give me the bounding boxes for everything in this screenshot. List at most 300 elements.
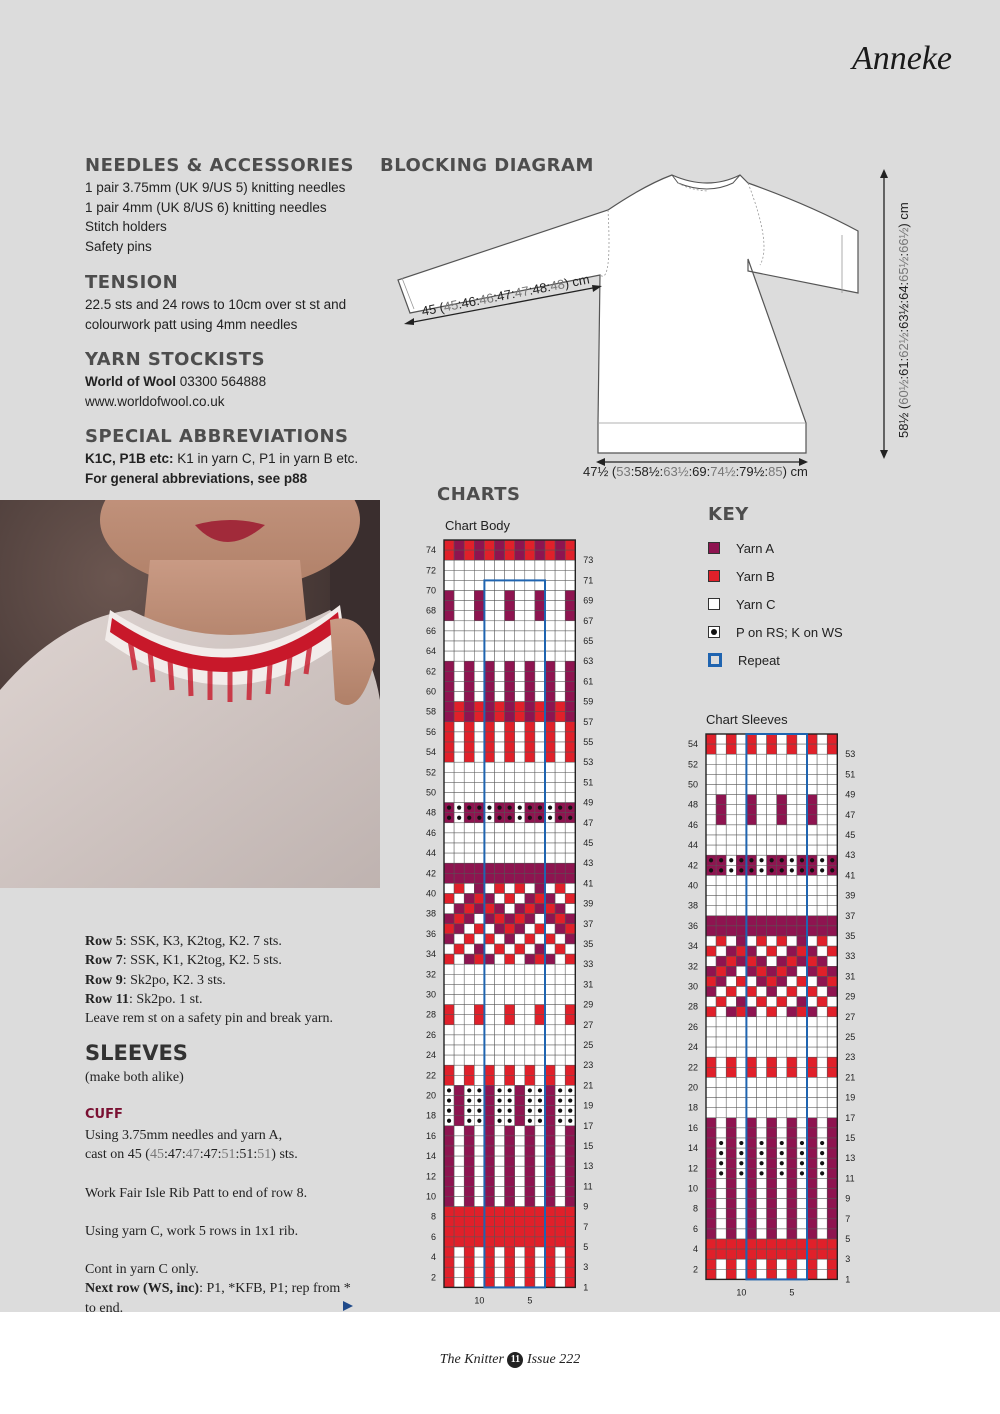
chart-cell [817,886,827,896]
chart-cell [484,1096,494,1106]
row-number-right: 37 [583,918,594,929]
chart-cell [545,934,555,944]
chart-cell [474,883,484,893]
chart-cell [505,863,515,873]
chart-cell [495,621,505,631]
chart-cell [797,1077,807,1087]
chart-cell [484,1035,494,1045]
stockist-url[interactable]: www.worldofwool.co.uk [85,393,225,409]
chart-cell [746,1128,756,1138]
purl-dot [759,1171,763,1175]
chart-cell [787,966,797,976]
chart-cell [827,1168,837,1178]
chart-cell [495,863,505,873]
chart-cell [515,1045,525,1055]
chart-cell [706,774,716,784]
chart-cell [515,732,525,742]
chart-cell [787,1128,797,1138]
chart-cell [515,1227,525,1237]
chart-cell [505,833,515,843]
chart-cell [787,1219,797,1229]
chart-cell [495,1197,505,1207]
chart-cell [515,570,525,580]
chart-cell [515,681,525,691]
chart-cell [565,1035,575,1045]
chart-cell [505,1156,515,1166]
chart-cell [757,1219,767,1229]
chart-cell [545,1005,555,1015]
chart-cell [565,914,575,924]
chart-cell [535,692,545,702]
chart-cell [817,1269,827,1279]
chart-cell [797,916,807,926]
chart-cell [555,560,565,570]
chart-cell [474,944,484,954]
chart-cell [515,631,525,641]
chart-cell [777,1259,787,1269]
chart-cell [736,734,746,744]
row-number-right: 35 [845,931,856,941]
chart-cell [787,1259,797,1269]
purl-dot [820,1151,824,1155]
chart-cell [474,1257,484,1267]
chart-cell [767,785,777,795]
chart-cell [787,835,797,845]
chart-cell [515,661,525,671]
chart-cell [726,987,736,997]
chart-cell [807,734,817,744]
purl-dot [759,1151,763,1155]
chart-cell [777,1269,787,1279]
chart-cell [525,853,535,863]
chart-cell [464,1186,474,1196]
chart-cell [736,1047,746,1057]
chart-cell [484,580,494,590]
chart-cell [505,631,515,641]
chart-cell [555,954,565,964]
photo-illustration [0,500,380,888]
chart-cell [545,843,555,853]
chart-cell [464,1146,474,1156]
chart-cell [555,863,565,873]
chart-cell [767,1158,777,1168]
purl-dot [528,1098,532,1102]
chart-cell [545,712,555,722]
chart-cell [444,1126,454,1136]
row-number-left: 54 [425,747,436,758]
chart-cell [827,966,837,976]
chart-cell [565,1237,575,1247]
chart-cell [736,1017,746,1027]
chart-cell [555,1277,565,1287]
chart-cell [565,641,575,651]
chart-cell [535,904,545,914]
chart-cell [525,974,535,984]
chart-cell [565,954,575,964]
chart-cell [757,1249,767,1259]
chart-cell [807,946,817,956]
chart-cell [565,1045,575,1055]
chart-cell [444,1075,454,1085]
chart-cell [767,1209,777,1219]
chart-cell [555,641,565,651]
chart-cell [736,936,746,946]
chart-cell [757,1098,767,1108]
row-number-left: 16 [425,1130,436,1141]
chart-cell [787,1269,797,1279]
chart-cell [716,785,726,795]
chart-cell [716,754,726,764]
chart-cell [767,1259,777,1269]
chart-cell [545,1025,555,1035]
chart-cell [807,1128,817,1138]
continue-arrow-icon[interactable] [343,1301,353,1311]
chart-cell [515,1156,525,1166]
chart-cell [807,906,817,916]
chart-cell [746,916,756,926]
chart-cell [474,1136,484,1146]
chart-cell [565,934,575,944]
chart-cell [726,936,736,946]
chart-cell [827,835,837,845]
chart-cell [545,692,555,702]
chart-cell [797,1239,807,1249]
row-number-left: 70 [425,585,436,596]
chart-cell [555,1257,565,1267]
chart-cell [827,1178,837,1188]
chart-cell [505,580,515,590]
chart-cell [565,883,575,893]
chart-cell [565,833,575,843]
row-number-left: 58 [425,706,436,717]
chart-cell [525,1126,535,1136]
chart-cell [817,1239,827,1249]
chart-cell [827,1098,837,1108]
chart-cell [474,702,484,712]
chart-cell [495,1025,505,1035]
chart-cell [454,1227,464,1237]
row-number-left: 34 [687,941,698,952]
chart-cell [484,671,494,681]
chart-cell [767,976,777,986]
row-number-left: 48 [425,807,436,818]
chart-cell [474,550,484,560]
chart-cell [484,1065,494,1075]
chart-cell [525,560,535,570]
chart-cell [515,1257,525,1267]
chart-cell [565,550,575,560]
chart-cell [807,987,817,997]
row-number-left: 20 [687,1082,698,1093]
chart-cell [726,875,736,885]
chart-cell [454,934,464,944]
chart-cell [525,702,535,712]
chart-cell [807,1118,817,1128]
chart-cell [515,1277,525,1287]
chart-cell [555,752,565,762]
chart-cell [515,853,525,863]
chart-cell [484,732,494,742]
purl-dot [800,868,804,872]
chart-cell [746,1229,756,1239]
chart-cell [726,785,736,795]
chart-cell [495,894,505,904]
purl-dot [780,858,784,862]
chart-cell [797,835,807,845]
chart-cell [565,1126,575,1136]
chart-cell [555,904,565,914]
chart-cell [495,1005,505,1015]
chart-cell [706,936,716,946]
chart-cell [484,611,494,621]
chart-cell [787,785,797,795]
chart-cell [525,1277,535,1287]
chart-cell [797,764,807,774]
chart-cell [484,1197,494,1207]
chart-cell [787,1037,797,1047]
chart-cell [525,1217,535,1227]
chart-cell [736,744,746,754]
chart-cell [757,916,767,926]
row-number-right: 1 [845,1274,851,1285]
chart-cell [454,974,464,984]
chart-cell [484,863,494,873]
chart-cell [535,1055,545,1065]
chart-cell [797,1178,807,1188]
chart-cell [454,540,464,550]
chart-cell [746,1067,756,1077]
row-number-left: 32 [425,969,436,980]
chart-cell [535,1015,545,1025]
chart-cell [797,744,807,754]
chart-cell [545,742,555,752]
chart-cell [495,914,505,924]
chart-cell [444,661,454,671]
row-number-left: 50 [425,787,436,798]
chart-cell [767,946,777,956]
chart-cell [545,681,555,691]
chart-cell [817,734,827,744]
chart-cell [736,886,746,896]
chart-cell [706,1269,716,1279]
chart-cell [767,886,777,896]
chart-cell [736,1037,746,1047]
chart-cell [777,946,787,956]
chart-cell [807,1138,817,1148]
chart-cell [464,914,474,924]
chart-cell [827,1108,837,1118]
chart-cell [807,886,817,896]
yarn-c-line: Using yarn C, work 5 rows in 1x1 rib. [85,1223,299,1239]
chart-cell [535,995,545,1005]
chart-cell [545,661,555,671]
chart-cell [757,1199,767,1209]
chart-cell [505,995,515,1005]
chart-cell [706,1189,716,1199]
chart-cell [545,550,555,560]
purl-dot [770,868,774,872]
chart-cell [706,987,716,997]
chart-cell [746,1088,756,1098]
chart-cell [565,995,575,1005]
chart-cell [797,1017,807,1027]
chart-cell [787,774,797,784]
chart-cell [777,835,787,845]
chart-cell [495,722,505,732]
chart-cell [746,1259,756,1269]
chart-cell [474,692,484,702]
chart-cell [736,825,746,835]
chart-cell [484,974,494,984]
chart-cell [545,611,555,621]
chart-cell [474,873,484,883]
chart-cell [515,641,525,651]
chart-cell [535,570,545,580]
chart-cell [545,974,555,984]
row-number-right: 63 [583,656,594,667]
chart-cell [555,944,565,954]
chart-cell [757,886,767,896]
chart-cell [716,916,726,926]
chart-cell [474,853,484,863]
purl-dot [477,806,481,810]
chart-cell [525,934,535,944]
chart-cell [555,1045,565,1055]
row-number-right: 47 [845,809,856,820]
chart-cell [736,926,746,936]
chart-cell [545,601,555,611]
chart-cell [525,1227,535,1237]
chart-cell [787,1229,797,1239]
needles-line: Safety pins [85,238,152,254]
chart-cell [726,896,736,906]
chart-cell [484,843,494,853]
chart-cell [545,1186,555,1196]
chart-cell [767,896,777,906]
chart-cell [474,863,484,873]
chart-cell [484,1267,494,1277]
chart-cell [817,845,827,855]
row-number-right: 45 [845,830,856,840]
chart-cell [535,1267,545,1277]
purl-dot [467,1098,471,1102]
chart-cell [474,1156,484,1166]
purl-dot [780,868,784,872]
chart-cell [444,550,454,560]
chart-cell [736,805,746,815]
chart-cell [555,1247,565,1257]
chart-cell [807,795,817,805]
chart-cell [767,1108,777,1118]
purl-dot [790,868,794,872]
chart-cell [474,1166,484,1176]
chart-cell [535,712,545,722]
rib-line: Work Fair Isle Rib Patt to end of row 8. [85,1185,308,1201]
chart-cell [535,984,545,994]
row-number-right: 5 [583,1242,589,1252]
chart-cell [515,1146,525,1156]
chart-cell [474,974,484,984]
chart-cell [555,1207,565,1217]
chart-cell [545,1045,555,1055]
chart-cell [726,926,736,936]
chart-cell [736,1007,746,1017]
chart-cell [484,651,494,661]
purl-dot [538,1088,542,1092]
chart-cell [716,1088,726,1098]
chart-cell [484,722,494,732]
chart-cell [565,1247,575,1257]
row-number-right: 35 [583,939,594,949]
chart-cell [495,1156,505,1166]
chart-cell [515,995,525,1005]
chart-cell [787,997,797,1007]
row-number-left: 44 [687,840,698,851]
chart-cell [817,835,827,845]
row-number-right: 57 [583,716,594,727]
chart-cell [545,883,555,893]
chart-cell [444,611,454,621]
chart-cell [736,946,746,956]
chart-cell [525,1186,535,1196]
chart-cell [535,702,545,712]
chart-cell [777,997,787,1007]
chart-cell [454,661,464,671]
chart-cell [757,1027,767,1037]
chart-cell [706,1128,716,1138]
chart-cell [706,1178,716,1188]
chart-cell [515,944,525,954]
chart-cell [817,815,827,825]
row-number-left: 38 [687,900,698,911]
chart-cell [484,550,494,560]
chart-cell [505,904,515,914]
chart-cell [726,1249,736,1259]
chart-cell [555,984,565,994]
chart-cell [807,1168,817,1178]
chart-cell [807,1108,817,1118]
chart-cell [505,1035,515,1045]
purl-dot [508,1109,512,1113]
chart-cell [555,1227,565,1237]
chart-cell [767,1199,777,1209]
chart-cell [817,1209,827,1219]
chart-cell [515,550,525,560]
chart-cell [807,966,817,976]
row-number-left: 22 [687,1062,698,1073]
chart-cell [706,785,716,795]
row-number-right: 25 [583,1040,594,1050]
chart-cell [495,580,505,590]
chart-cell [515,873,525,883]
chart-cell [474,722,484,732]
purl-dot [739,858,743,862]
chart-cell [736,1077,746,1087]
chart-cell [777,805,787,815]
chart-cell [454,641,464,651]
chart-cell [827,845,837,855]
row-number-left: 30 [425,989,436,1000]
purl-dot [558,1088,562,1092]
row-number-right: 29 [583,999,594,1010]
purl-dot [477,816,481,820]
chart-cell [767,774,777,784]
chart-cell [495,702,505,712]
chart-cell [736,1128,746,1138]
purl-dot [759,858,763,862]
chart-cell [716,795,726,805]
abbrev-definition: K1 in yarn C, P1 in yarn B etc. [173,451,359,466]
